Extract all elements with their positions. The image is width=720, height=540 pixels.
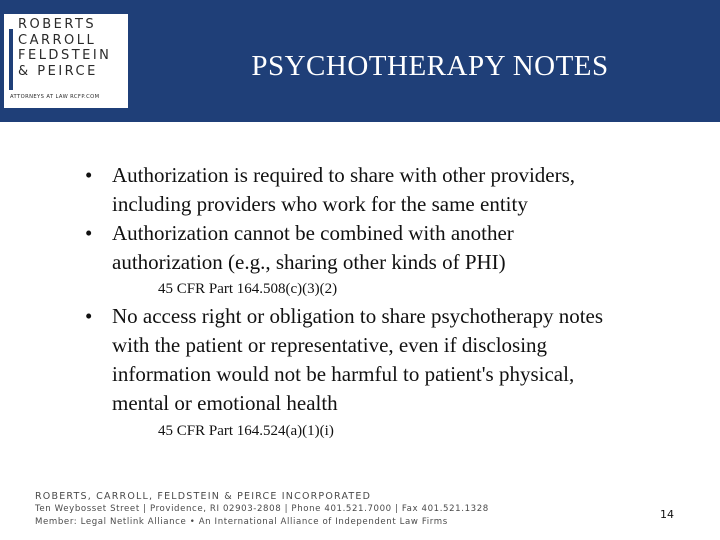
bullet-line: including providers who work for the same entity (112, 192, 528, 216)
footer-address: Ten Weybosset Street | Providence, RI 02903-2808 | Phone 401.521.7000 | Fax 401.521.1328 (35, 504, 489, 514)
bullet-text (112, 302, 692, 418)
header-bar (0, 0, 720, 122)
bullet-symbol: • (85, 304, 93, 328)
logo-tagline: ATTORNEYS AT LAW RCFP.COM (10, 94, 100, 100)
logo-line-peirce: & PEIRCE (18, 63, 98, 79)
bullet-text (112, 161, 692, 219)
footer-firm-name: ROBERTS, CARROLL, FELDSTEIN & PEIRCE INCORPORATED (35, 491, 372, 502)
firm-logo (4, 14, 128, 108)
bullet-line: with the patient or representative, even if disclosing (112, 333, 548, 357)
bullet-line: Authorization cannot be combined with another (112, 221, 514, 245)
citation-2: 45 CFR Part 164.524(a)(1)(i) (158, 423, 334, 439)
bullet-line: authorization (e.g., sharing other kinds of PHI) (112, 250, 506, 274)
footer (35, 490, 535, 529)
citation-1: 45 CFR Part 164.508(c)(3)(2) (158, 281, 338, 297)
footer-membership: Member: Legal Netlink Alliance • An International Alliance of Independent Law Firms (35, 517, 448, 527)
logo-line-feldstein: FELDSTEIN (18, 48, 112, 63)
page-number: 14 (660, 508, 674, 521)
logo-wordmark (18, 17, 111, 79)
logo-line-roberts: ROBERTS (18, 17, 97, 32)
bullet-line: information would not be harmful to patient's physical, (112, 362, 575, 386)
bullet-line: No access right or obligation to share psychotherapy notes (112, 304, 604, 328)
bullet-line: Authorization is required to share with other providers, (112, 163, 576, 187)
bullet-text (112, 219, 692, 277)
logo-line-carroll: CARROLL (18, 32, 97, 48)
logo-accent-rule (9, 29, 13, 90)
bullet-symbol: • (85, 221, 93, 245)
bullet-line: mental or emotional health (112, 391, 338, 415)
bullet-symbol: • (85, 163, 93, 187)
slide-title: PSYCHOTHERAPY NOTES (251, 50, 609, 82)
